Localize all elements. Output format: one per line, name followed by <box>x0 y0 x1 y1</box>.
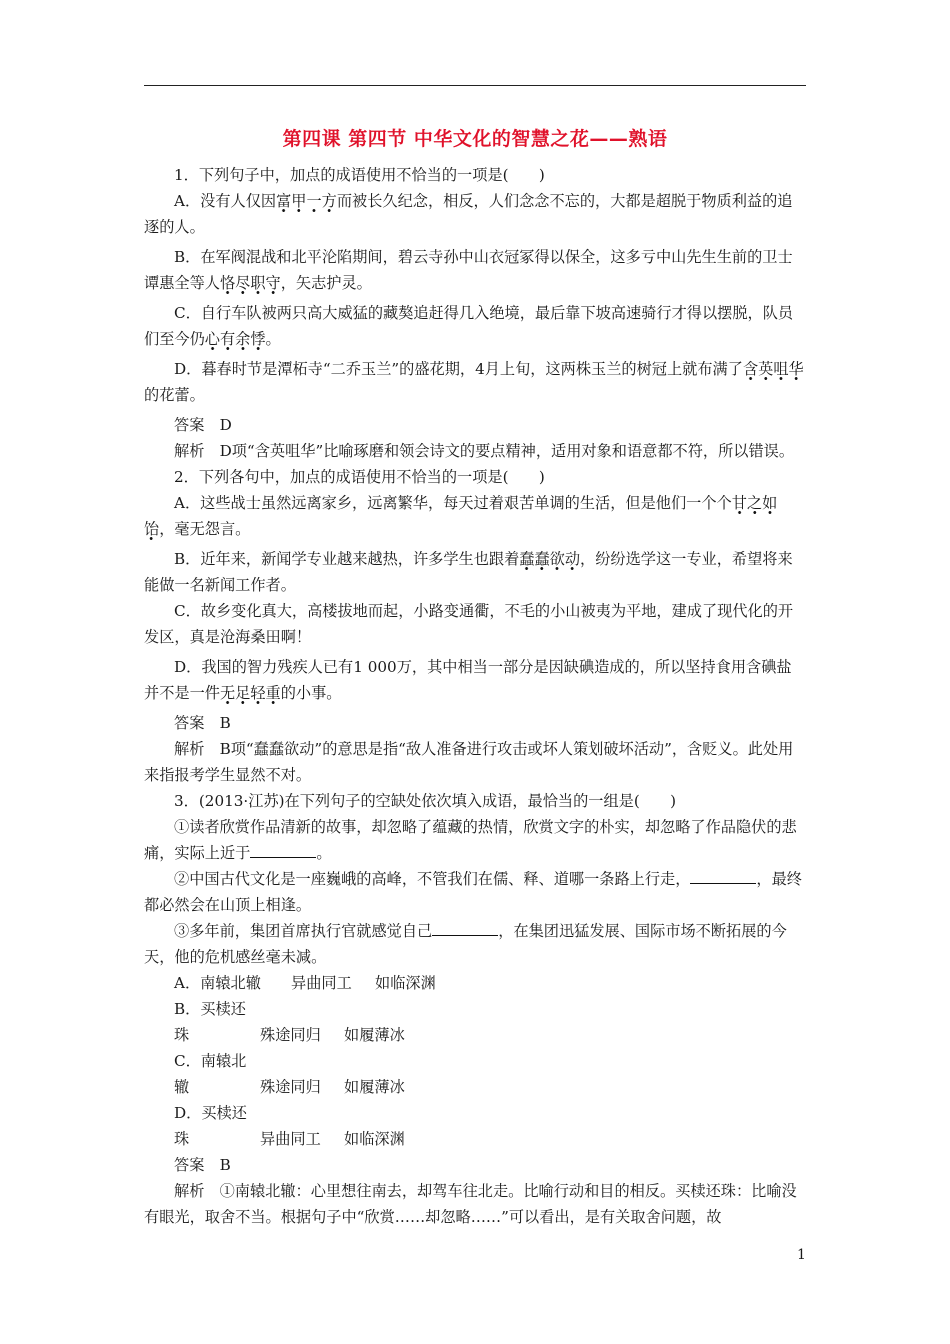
q3-option-c: C．南辕北辙 殊途同归 如履薄冰 <box>174 1052 405 1096</box>
q3-option-b: B．买椟还珠 殊途同归 如履薄冰 <box>174 1000 405 1044</box>
q3-analysis: 解析 ①南辕北辙：心里想往南去，却驾车往北走。比喻行动和目的相反。买椟还珠：比喻没有眼光，取舍不当。根据句子中“欣赏……却忽略……”可以看出，是有关取舍问题，故 <box>144 1182 797 1226</box>
q3-option-a: A．南辕北辙 异曲同工 如临深渊 <box>174 974 436 992</box>
q2-option-a-idiom: 甘之如饴 <box>144 494 777 541</box>
q1-analysis: 解析 D项“含英咀华”比喻琢磨和领会诗文的要点精神，适用对象和语意都不符，所以错误。 <box>174 442 795 460</box>
q2-option-b: B．近年来，新闻学专业越来越热，许多学生也跟着蠢蠢欲动，纷纷选学这一专业，希望将来能做一名新闻工作者。 <box>144 550 793 594</box>
q2-option-d: D．我国的智力残疾人已有1 000万，其中相当一部分是因缺碘造成的，所以坚持食用含碘盐并不是一件无足轻重的小事。 <box>144 654 806 706</box>
q2-answer: 答案 B <box>174 714 231 732</box>
q2-option-c: C．故乡变化真大，高楼拔地而起，小路变通衢，不毛的小山被夷为平地，建成了现代化的开发区，真是沧海桑田啊！ <box>144 602 794 646</box>
page-number: 1 <box>797 1247 806 1263</box>
q1-option-d: D．暮春时节是潭柘寺“二乔玉兰”的盛花期，4月上旬，这两株玉兰的树冠上就布满了含英咀华的花蕾。 <box>144 360 804 404</box>
document-body <box>144 158 806 1230</box>
q3-blank-1 <box>250 843 316 858</box>
q3-sentence-3: ③多年前，集团首席执行官就感觉自己 ，在集团迅猛发展、国际市场不断拓展的今天，他的危机感丝毫未减。 <box>144 922 787 966</box>
q1-option-a-idiom: 富甲一方 <box>276 192 337 213</box>
q1-option-b-idiom: 恪尽职守 <box>220 274 281 295</box>
q2-option-a: A．这些战士虽然远离家乡，远离繁华，每天过着艰苦单调的生活，但是他们一个个甘之如饴，毫无怨言。 <box>144 490 806 542</box>
q1-option-c-idiom: 心有余悸 <box>205 330 266 351</box>
q3-blank-2 <box>690 869 756 884</box>
header-rule <box>144 85 806 86</box>
q1-option-d-idiom: 含英咀华 <box>743 360 804 381</box>
q2-option-b-idiom: 蠢蠢欲动 <box>519 550 580 571</box>
q1-option-a: A．没有人仅因富甲一方而被长久纪念，相反，人们念念不忘的，大都是超脱于物质利益的追逐的人。 <box>144 192 793 236</box>
q1-answer: 答案 D <box>174 416 232 434</box>
q2-option-d-idiom: 无足轻重 <box>220 684 281 705</box>
q2-stem: 2．下列各句中，加点的成语使用不恰当的一项是( ) <box>174 468 545 486</box>
q3-sentence-2: ②中国古代文化是一座巍峨的高峰，不管我们在儒、释、道哪一条路上行走， ，最终都必然会在山顶上相逢。 <box>144 870 802 914</box>
q2-analysis: 解析 B项“蠢蠢欲动”的意思是指“敌人准备进行攻击或坏人策划破坏活动”，含贬义。此处用来指报考学生显然不对。 <box>144 740 794 784</box>
q1-option-b: B．在军阀混战和北平沦陷期间，碧云寺孙中山衣冠冢得以保全，这多亏中山先生生前的卫士谭惠全等人恪尽职守，矢志护灵。 <box>144 244 806 296</box>
q1-stem: 1．下列句子中，加点的成语使用不恰当的一项是( ) <box>174 166 545 184</box>
q3-blank-3 <box>432 921 498 936</box>
q3-sentence-1: ①读者欣赏作品清新的故事，却忽略了蕴藏的热情，欣赏文字的朴实，却忽略了作品隐伏的悲痛，实际上近于 。 <box>144 818 797 862</box>
q1-option-c: C．自行车队被两只高大威猛的藏獒追赶得几入绝境，最后靠下坡高速骑行才得以摆脱，队员们至今仍心有余悸。 <box>144 300 806 352</box>
q3-answer: 答案 B <box>174 1156 231 1174</box>
q3-stem: 3．(2013·江苏)在下列句子的空缺处依次填入成语，最恰当的一组是( ) <box>174 792 677 810</box>
page-title: 第四课 第四节 中华文化的智慧之花——熟语 <box>282 128 668 150</box>
q3-option-d: D．买椟还珠 异曲同工 如临深渊 <box>174 1104 405 1148</box>
q2-option-c-idiom: 沧海桑田 <box>219 628 281 646</box>
